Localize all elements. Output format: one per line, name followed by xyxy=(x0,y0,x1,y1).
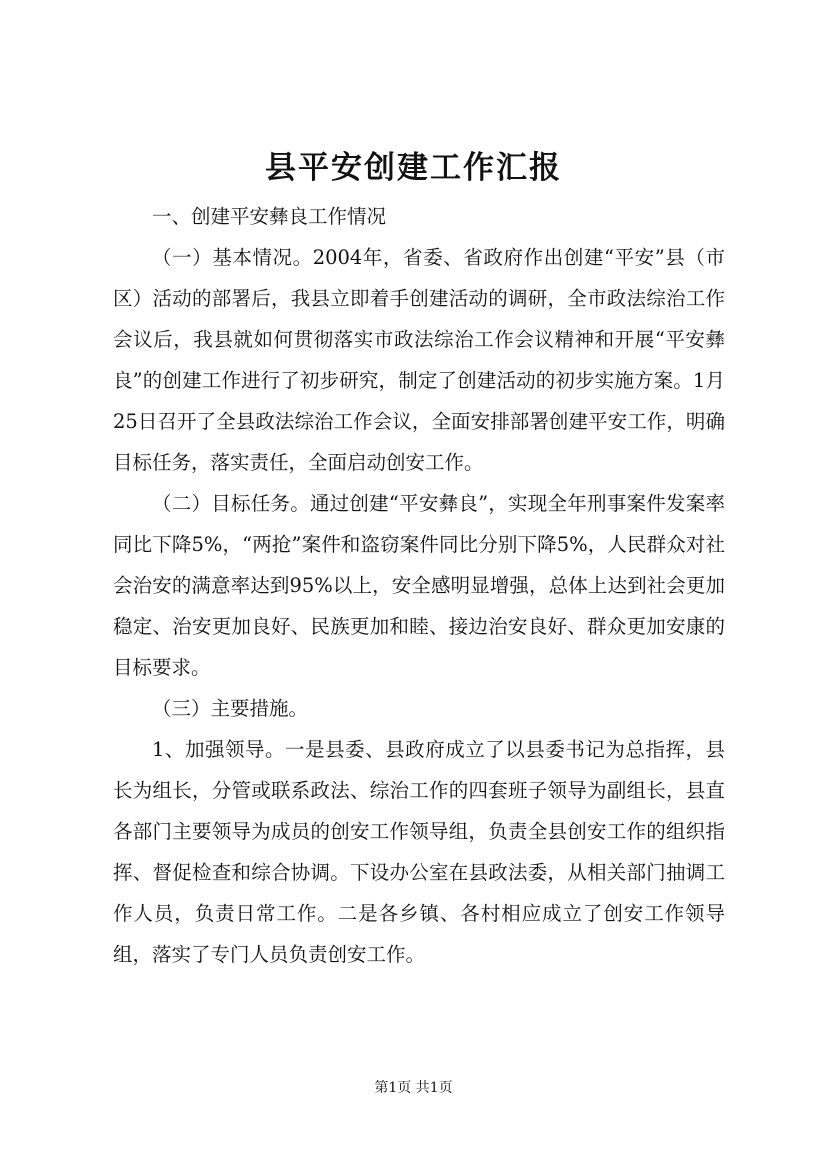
page-footer: 第1页 共1页 xyxy=(374,1080,453,1096)
document-title: 县平安创建工作汇报 xyxy=(265,150,562,186)
paragraph-target-tasks: （二）目标任务。通过创建“平安彝良”，实现全年刑事案件发案率同比下降5%，“两抢”案件和盗窃案件同比分别下降5%，人民群众对社会治安的满意率达到95%以上，安全感明显增强，总体上达到社会更加稳定、治安更加良好、民族更加和睦、接边治安良好、群众更加安康的目标要求。 xyxy=(113,492,725,679)
section-heading: 一、创建平安彝良工作情况 xyxy=(152,205,387,228)
paragraph-basic-situation: （一）基本情况。2004年，省委、省政府作出创建“平安”县（市区）活动的部署后，我县立即着手创建活动的调研，全市政法综治工作会议后，我县就如何贯彻落实市政法综治工作会议精神和开展“平安彝良”的创建工作进行了初步研究，制定了创建活动的初步实施方案。1月25日召开了全县政法综治工作会议，全面安排部署创建平安工作，明确目标任务，落实责任，全面启动创安工作。 xyxy=(113,246,725,474)
paragraph-strengthen-leadership: 1、加强领导。一是县委、县政府成立了以县委书记为总指挥，县长为组长，分管或联系政法、综治工作的四套班子领导为副组长，县直各部门主要领导为成员的创安工作领导组，负责全县创安工作的组织指挥、督促检查和综合协调。下设办公室在县政法委，从相关部门抽调工作人员，负责日常工作。二是各乡镇、各村相应成立了创安工作领导组，落实了专门人员负责创安工作。 xyxy=(113,738,725,966)
paragraph-main-measures: （三）主要措施。 xyxy=(152,697,309,720)
document-body xyxy=(113,196,725,975)
